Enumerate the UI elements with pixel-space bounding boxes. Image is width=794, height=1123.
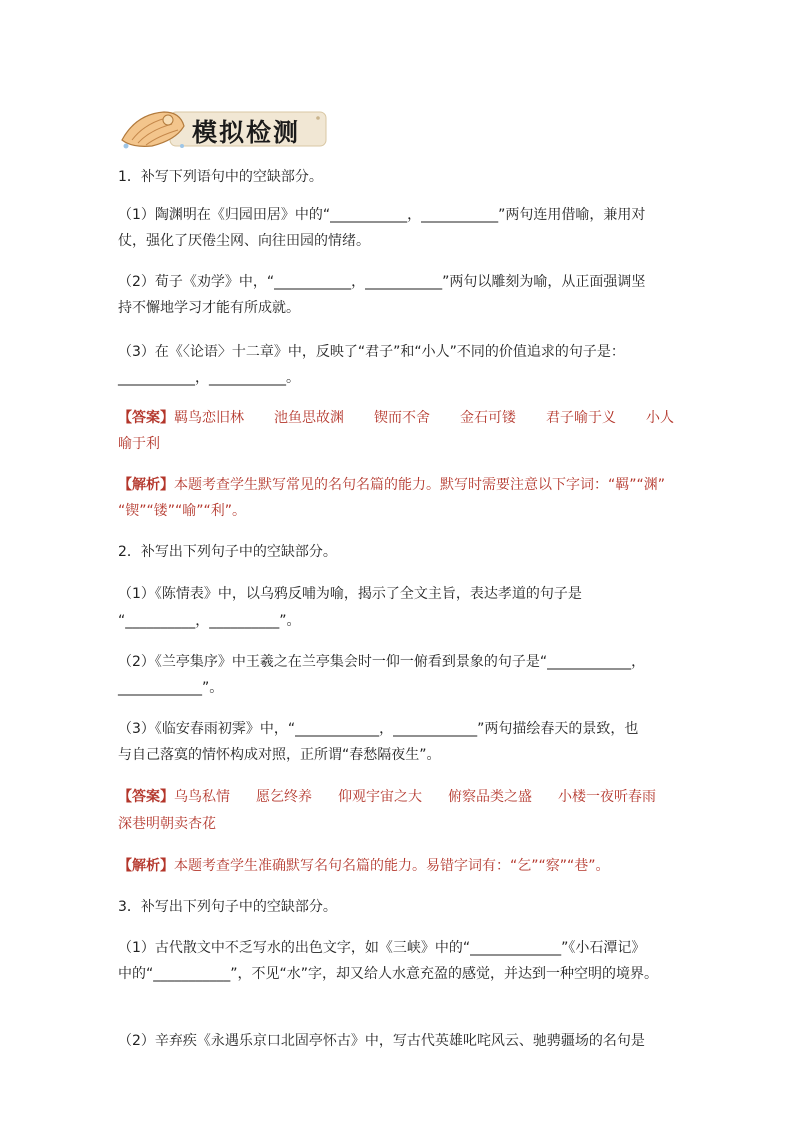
q2-s2-line2: ____________”。	[118, 680, 224, 696]
answer-item: 俯察品类之盛	[448, 789, 532, 805]
section-header	[118, 106, 330, 152]
q2-analysis	[118, 855, 610, 877]
q1-s2-line2: 持不懈地学习才能有所成就。	[118, 300, 300, 316]
analysis-label: 【解析】	[118, 477, 174, 493]
q1-analysis-line2: “锲”“镂”“喻”“利”。	[118, 503, 247, 519]
q2-s3-line1: （3）《临安春雨初霁》中，“____________，____________”两句描绘春天的景致，也	[118, 721, 639, 737]
q1-stem: 1．补写下列语句中的空缺部分。	[118, 169, 323, 185]
q3-stem: 3．补写出下列句子中的空缺部分。	[118, 899, 337, 915]
q2-answer	[118, 786, 656, 808]
analysis-text: 本题考查学生默写常见的名句名篇的能力。默写时需要注意以下字词：“羁”“渊”	[174, 477, 666, 493]
q3-s2-line1: （2）辛弃疾《永遇乐京口北固亭怀古》中，写古代英雄叱咤风云、驰骋疆场的名句是	[118, 1033, 645, 1049]
q2-stem: 2．补写出下列句子中的空缺部分。	[118, 544, 337, 560]
analysis-text: 本题考查学生准确默写名句名篇的能力。易错字词有：“乞”“察”“巷”。	[174, 858, 610, 874]
answer-item: 池鱼思故渊	[274, 410, 344, 426]
q1-answer-cont: 喻于利	[118, 436, 160, 452]
q1-s3-line2: ___________，___________。	[118, 370, 300, 386]
q1-s3-line1: （3）在《〈论语〉十二章》中，反映了“君子”和“小人”不同的价值追求的句子是：	[118, 344, 625, 360]
answer-item: 金石可镂	[460, 410, 516, 426]
q1-s2-line1: （2）荀子《劝学》中，“___________，___________”两句以雕刻为喻，从正面强调坚	[118, 274, 646, 290]
answer-item: 仰观宇宙之大	[338, 789, 422, 805]
q3-s1-line1: （1）古代散文中不乏写水的出色文字，如《三峡》中的“_____________”《小石潭记》	[118, 940, 646, 956]
answer-item: 愿乞终养	[256, 789, 312, 805]
answer-label: 【答案】	[118, 410, 174, 426]
q2-s3-line2: 与自己落寞的情怀构成对照，正所谓“春愁隔夜生”。	[118, 747, 441, 763]
answer-label: 【答案】	[118, 789, 174, 805]
page-title: 模拟检测	[192, 118, 301, 147]
q2-s2-line1: （2）《兰亭集序》中王羲之在兰亭集会时一仰一俯看到景象的句子是“____________，	[118, 654, 646, 670]
answer-item: 锲而不舍	[374, 410, 430, 426]
analysis-label: 【解析】	[118, 858, 174, 874]
answer-item: 君子喻于义	[546, 410, 616, 426]
q1-s1-line1: （1）陶渊明在《归园田居》中的“___________，___________”两句连用借喻，兼用对	[118, 207, 646, 223]
q2-s1-line1: （1）《陈情表》中，以乌鸦反哺为喻，揭示了全文主旨，表达孝道的句子是	[118, 586, 582, 602]
answer-item: 羁鸟恋旧林	[174, 410, 244, 426]
q2-s1-line2: “__________，__________”。	[118, 613, 301, 629]
q1-analysis-line1	[118, 474, 665, 496]
q2-answer-cont: 深巷明朝卖杏花	[118, 816, 216, 832]
q1-answer	[118, 407, 674, 429]
q1-s1-line2: 仗，强化了厌倦尘网、向往田园的情绪。	[118, 233, 370, 249]
answer-item: 小楼一夜听春雨	[558, 789, 656, 805]
answer-item: 小人	[646, 410, 674, 426]
q3-s1-line2: 中的“___________”，不见“水”字，却又给人水意充盈的感觉，并达到一种空明的境界。	[118, 966, 659, 982]
answer-item: 乌鸟私情	[174, 789, 230, 805]
